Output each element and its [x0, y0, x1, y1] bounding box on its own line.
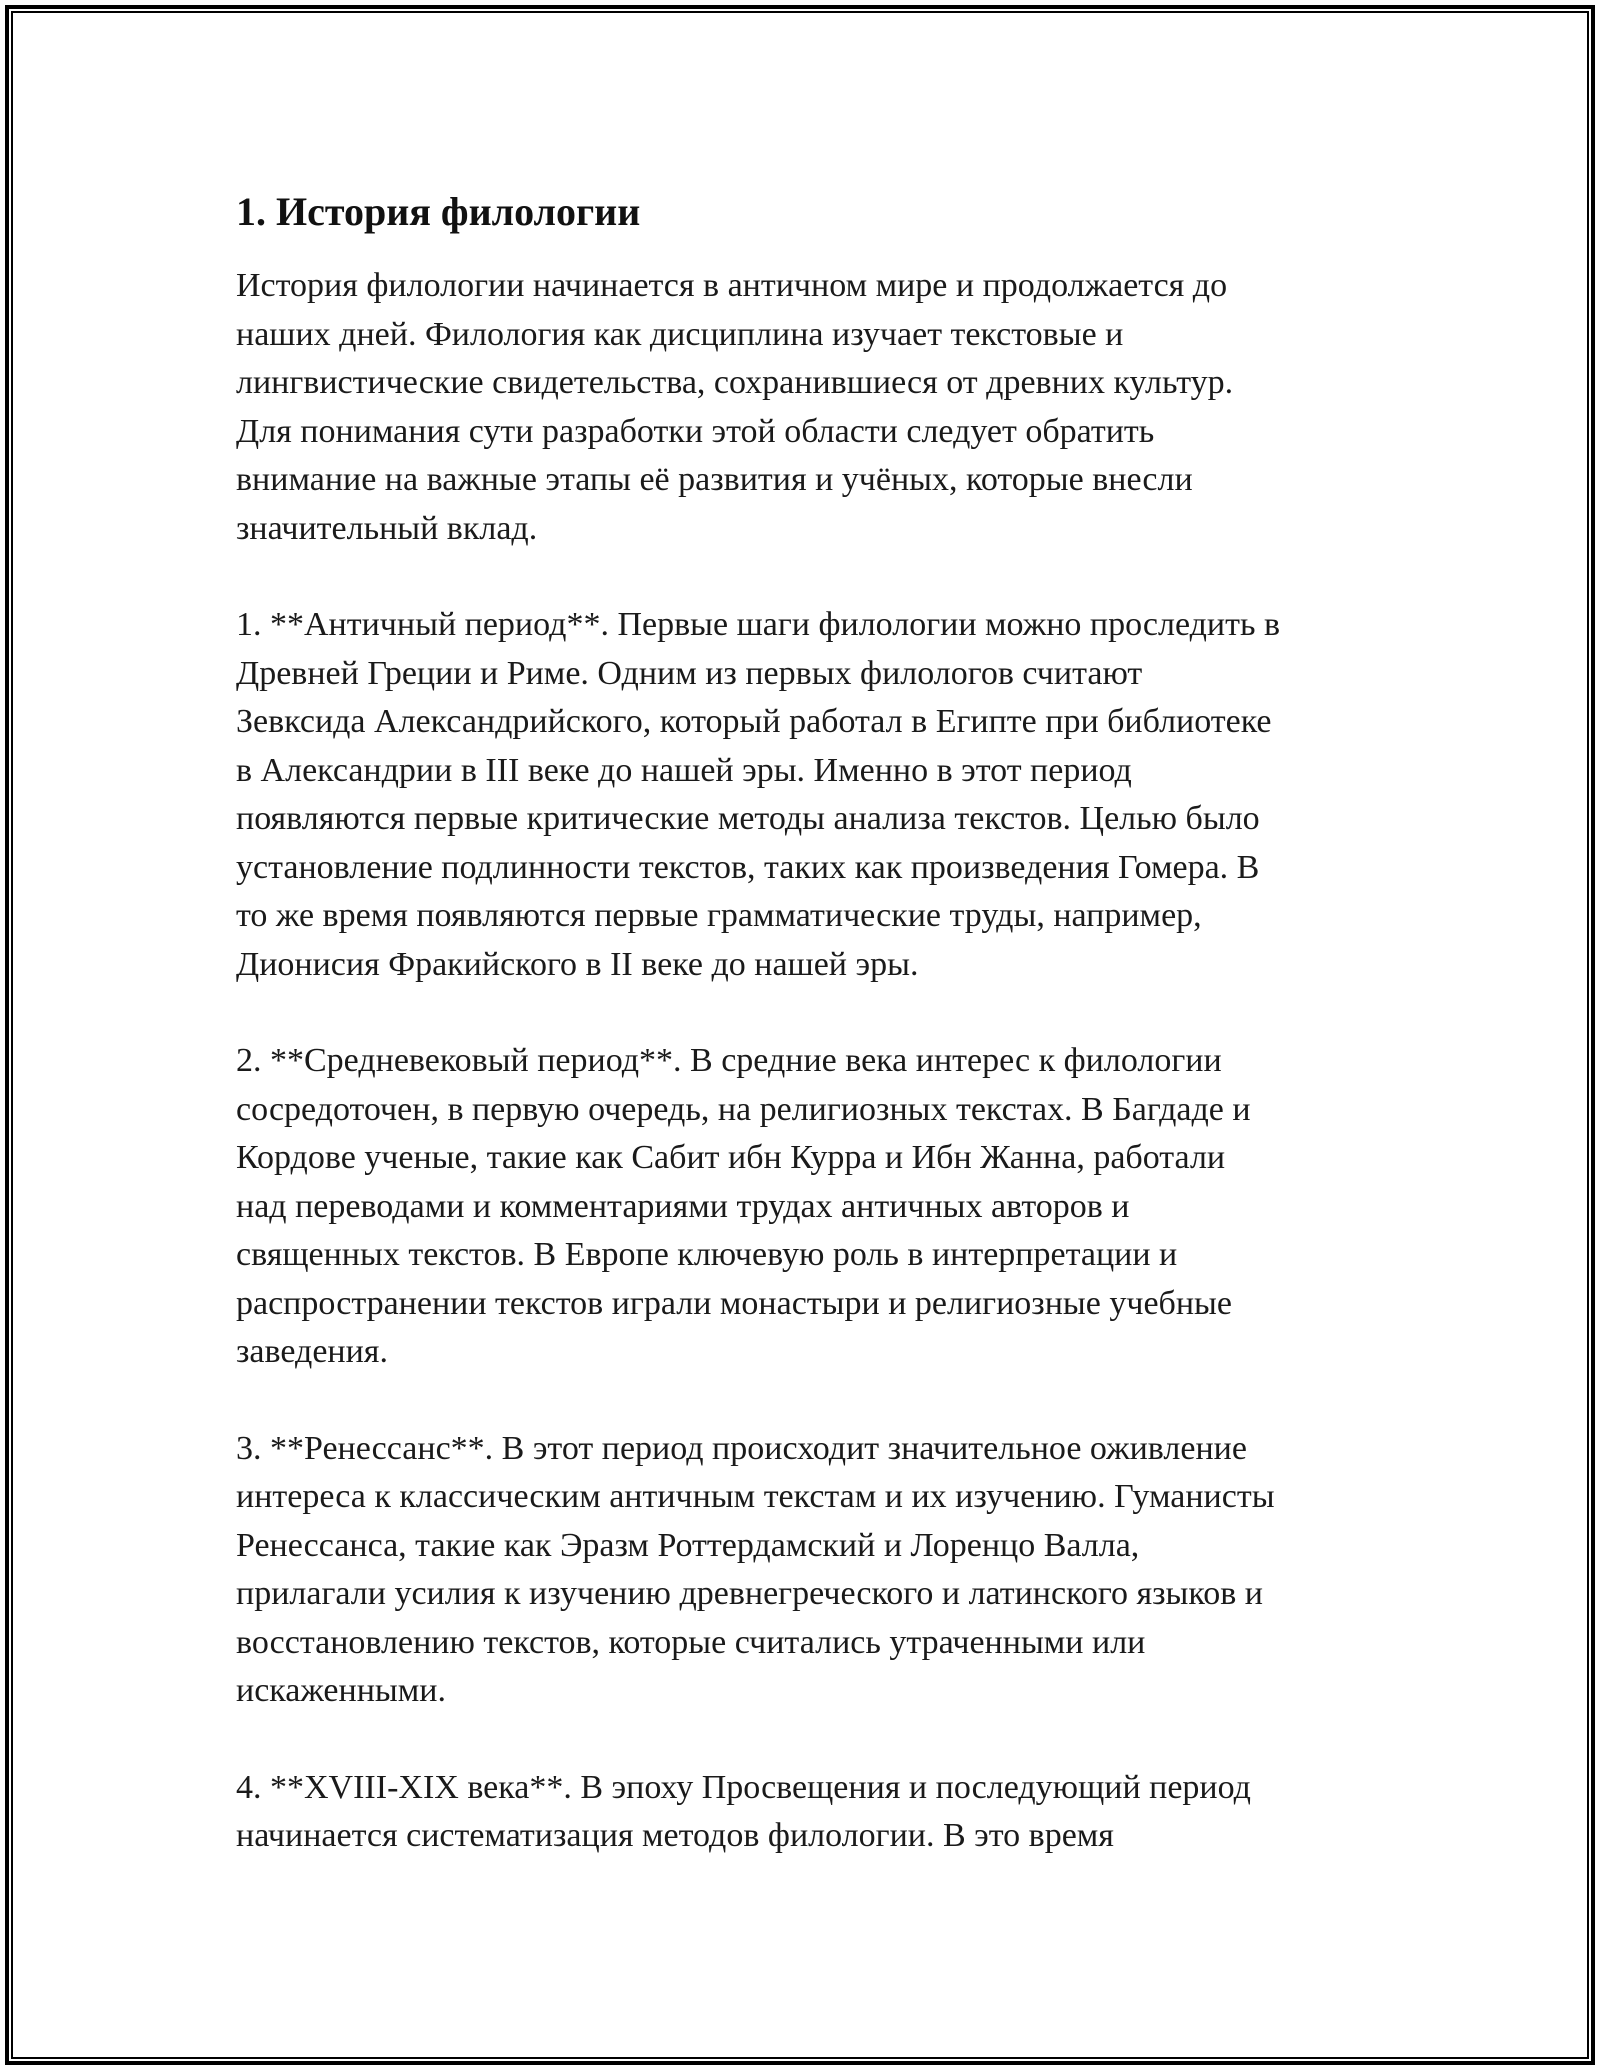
- section-heading: 1. История филологии: [236, 189, 641, 234]
- eighteenth-nineteenth-century-paragraph: 4. **XVIII-XIX века**. В эпоху Просвещения и последующий период начинается систематизация методов филологии. В это время: [236, 1768, 1251, 1854]
- antiquity-paragraph: 1. **Античный период**. Первые шаги филологии можно проследить в Древней Греции и Риме. Одним из первых филологов считают Зевксида Александрийского, который работал в Египте при библиотеке в Александрии в III веке до нашей эры. Именно в этот период появляются первые критические методы анализа текстов. Целью было установление подлинности текстов, таких как произведения Гомера. В то же время появляются первые грамматические труды, например, Дионисия Фракийского в II веке до нашей эры.: [236, 606, 1281, 983]
- renaissance-paragraph: 3. **Ренессанс**. В этот период происходит значительное оживление интереса к классическим античным текстам и их изучению. Гуманисты Ренессанса, такие как Эразм Роттердамский и Лоренцо Валла, прилагали усилия к изучению древнегреческого и латинского языков и восстановлению текстов, которые считались утраченными или искаженными.: [236, 1429, 1275, 1709]
- medieval-paragraph: 2. **Средневековый период**. В средние века интерес к филологии сосредоточен, в первую очередь, на религиозных текстах. В Багдаде и Кордове ученые, такие как Сабит ибн Курра и Ибн Жанна, работали над переводами и комментариями трудах античных авторов и священных текстов. В Европе ключевую роль в интерпретации и распространении текстов играли монастыри и религиозные учебные заведения.: [236, 1042, 1251, 1370]
- intro-paragraph: История филологии начинается в античном мире и продолжается до наших дней. Филология как дисциплина изучает текстовые и лингвистические свидетельства, сохранившиеся от древних культур. Для понимания сути разработки этой области следует обратить внимание на важные этапы её развития и учёных, которые внесли значительный вклад.: [236, 267, 1234, 547]
- document-body: [236, 188, 1376, 1909]
